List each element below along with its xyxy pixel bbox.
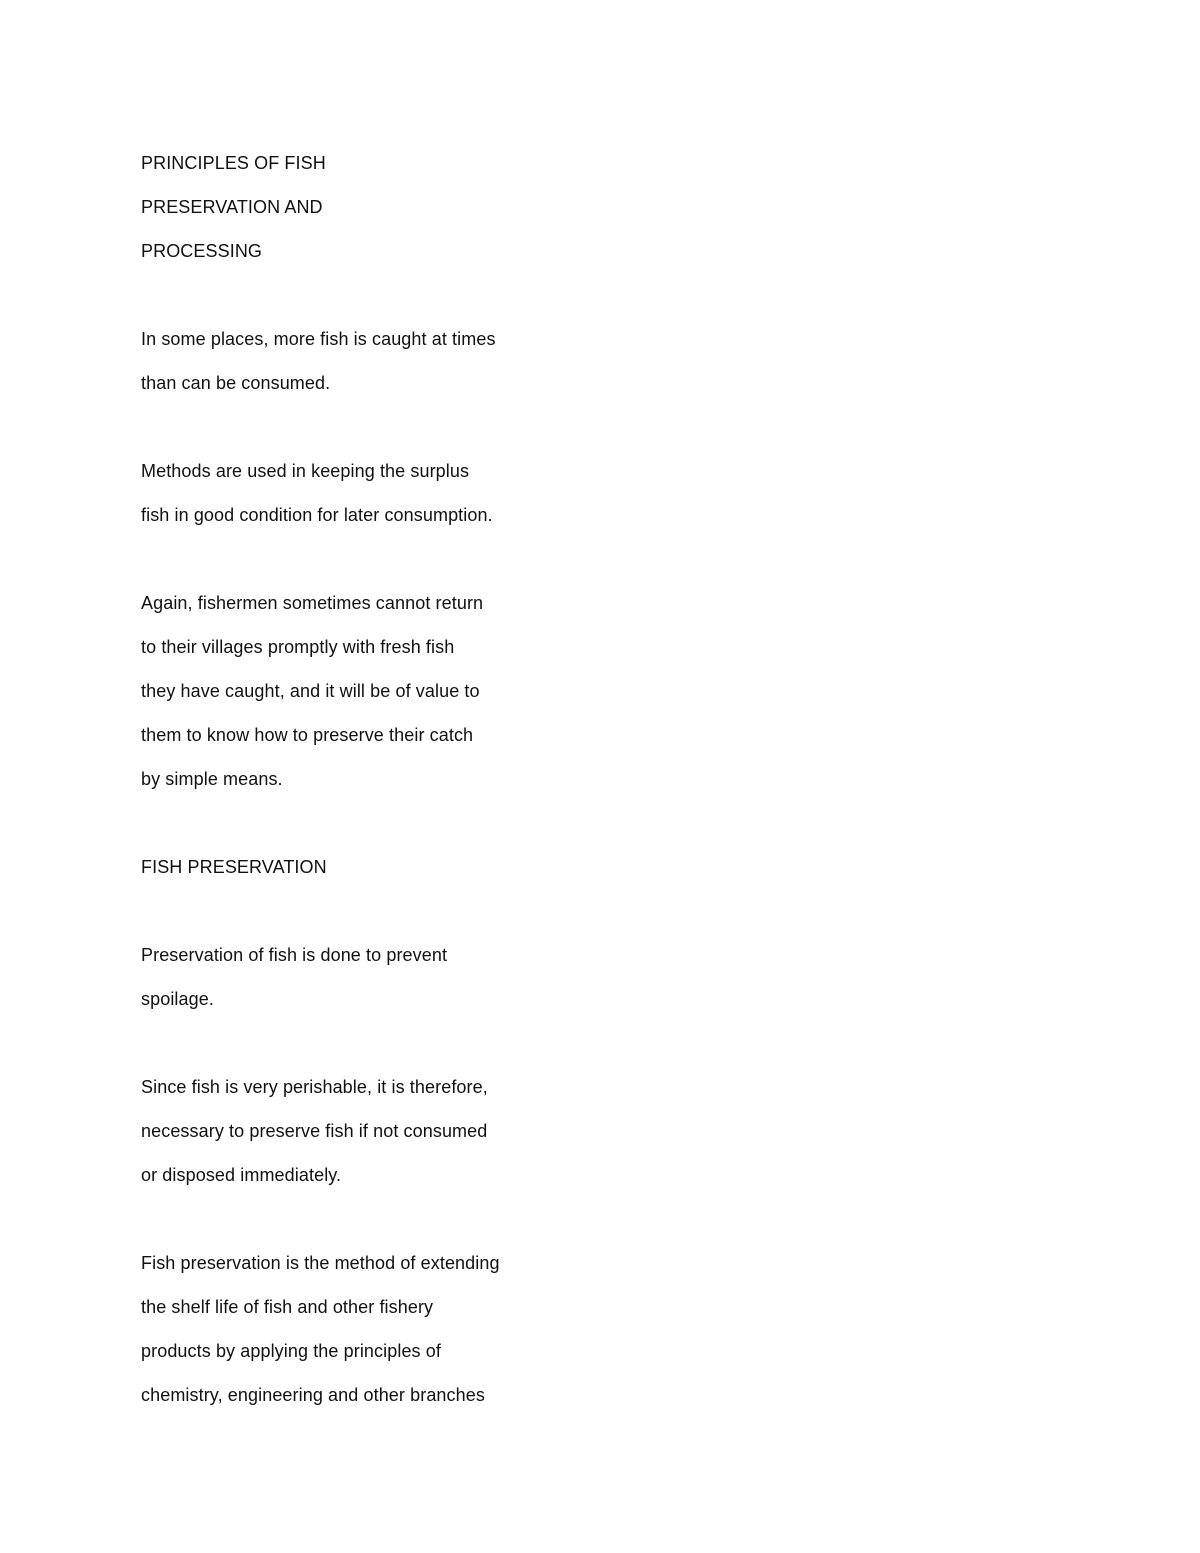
heading-line: FISH PRESERVATION <box>141 857 327 877</box>
paragraph-line: In some places, more fish is caught at times <box>141 329 496 349</box>
paragraph-gap <box>141 801 661 845</box>
paragraph-line: to their villages promptly with fresh fish <box>141 637 455 657</box>
paragraph-line: fish in good condition for later consumption. <box>141 505 493 525</box>
title-line: PRESERVATION AND <box>141 197 323 217</box>
paragraph-line: they have caught, and it will be of value to <box>141 681 480 701</box>
paragraph-line: Preservation of fish is done to prevent <box>141 945 448 965</box>
paragraph-gap <box>141 273 661 317</box>
paragraph-line: Since fish is very perishable, it is therefore, <box>141 1077 488 1097</box>
section-heading <box>141 845 661 889</box>
paragraph-gap <box>141 1021 661 1065</box>
paragraph-gap <box>141 889 661 933</box>
paragraph <box>141 933 661 1021</box>
paragraph <box>141 581 661 801</box>
paragraph <box>141 1065 661 1197</box>
paragraph-line: products by applying the principles of <box>141 1341 441 1361</box>
paragraph-line: chemistry, engineering and other branches <box>141 1385 485 1405</box>
paragraph-line: Again, fishermen sometimes cannot return <box>141 593 484 613</box>
paragraph <box>141 1241 661 1417</box>
paragraph-gap <box>141 405 661 449</box>
paragraph-line: spoilage. <box>141 989 214 1009</box>
paragraph-line: necessary to preserve fish if not consumed <box>141 1121 488 1141</box>
paragraph <box>141 317 661 405</box>
paragraph-line: or disposed immediately. <box>141 1165 342 1185</box>
title-line: PROCESSING <box>141 241 263 261</box>
paragraph-gap <box>141 537 661 581</box>
title-line: PRINCIPLES OF FISH <box>141 153 326 173</box>
paragraph-line: the shelf life of fish and other fishery <box>141 1297 434 1317</box>
paragraph-line: Fish preservation is the method of extending <box>141 1253 500 1273</box>
document-body <box>141 141 661 1417</box>
paragraph-gap <box>141 1197 661 1241</box>
paragraph <box>141 449 661 537</box>
paragraph-line: than can be consumed. <box>141 373 331 393</box>
paragraph-line: them to know how to preserve their catch <box>141 725 474 745</box>
paragraph-line: by simple means. <box>141 769 283 789</box>
document-title <box>141 141 661 273</box>
paragraph-line: Methods are used in keeping the surplus <box>141 461 470 481</box>
